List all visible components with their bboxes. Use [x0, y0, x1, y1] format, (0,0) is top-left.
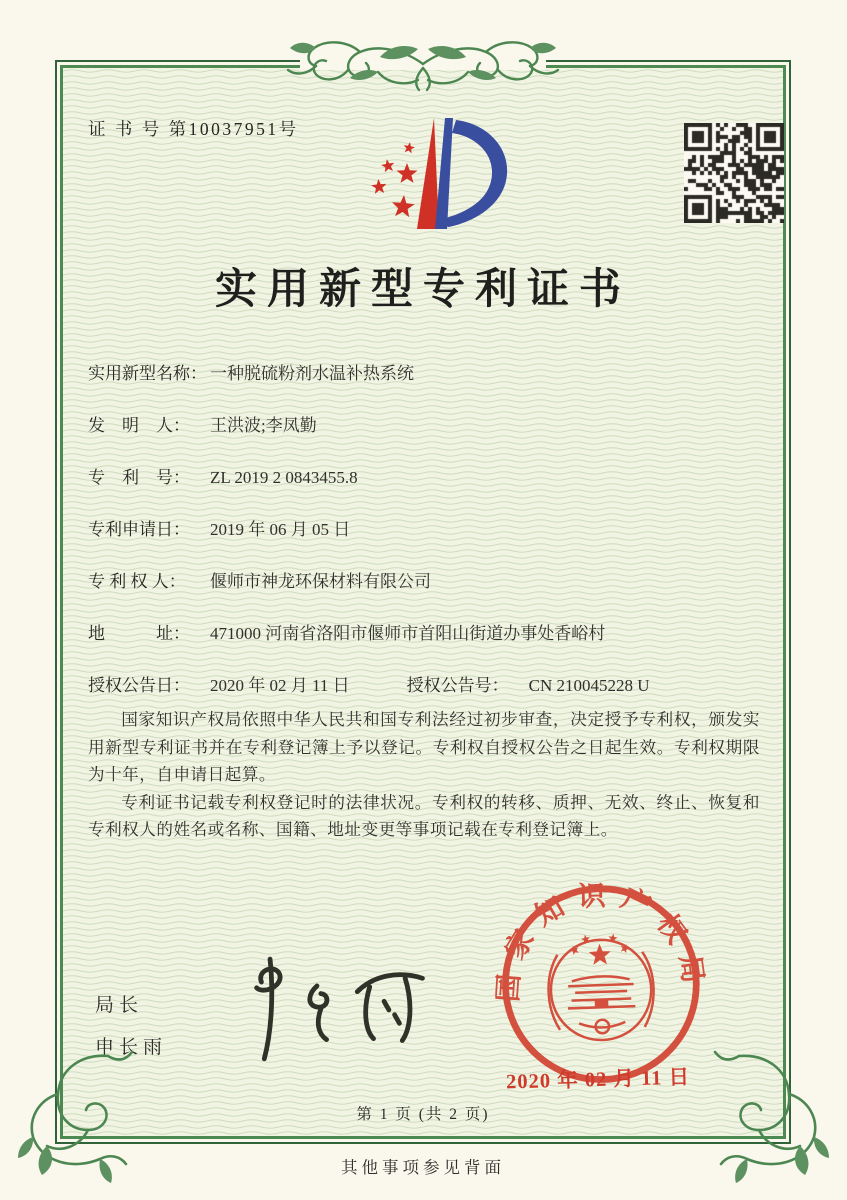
field-name [88, 364, 760, 383]
seal-date: 2020 年 02 月 11 日 [505, 1066, 691, 1094]
field-filing-date [88, 520, 760, 539]
commissioner-name: 申长雨 [95, 1037, 168, 1058]
field-value: 2020 年 02 月 11 日 [210, 676, 350, 695]
field-value: 一种脱硫粉剂水温补热系统 [210, 364, 414, 383]
field-value: 王洪波;李凤勤 [210, 416, 317, 435]
field-label: 专 利 号： [88, 468, 190, 487]
field-label: 授权公告日： [88, 676, 190, 695]
page-number-info: 第 1 页 (共 2 页) [356, 1106, 490, 1123]
field-label: 实用新型名称： [88, 364, 207, 383]
certificate-title: 实用新型专利证书 [214, 267, 631, 313]
field-inventor [88, 416, 760, 435]
paragraph-register-statement: 专利证书记载专利权登记时的法律状况。专利权的转移、质押、无效、终止、恢复和专利权人的姓名或名称、国籍、地址变更等事项记载在专利登记簿上。 [88, 792, 760, 840]
corner-flourish-right [707, 1042, 839, 1184]
field-grant-number [407, 676, 650, 695]
field-value: 2019 年 06 月 05 日 [210, 520, 351, 539]
field-value: ZL 2019 2 0843455.8 [210, 468, 358, 487]
commissioner-title: 局长 [95, 995, 144, 1016]
qr-code [684, 123, 784, 223]
field-value: 471000 河南省洛阳市偃师市首阳山街道办事处香峪村 [210, 624, 606, 643]
handwritten-signature [225, 948, 455, 1066]
field-label: 发 明 人： [88, 416, 190, 435]
certificate-number: 证 书 号 第10037951号 [88, 119, 299, 139]
corner-flourish-left [8, 1042, 140, 1184]
field-address [88, 624, 760, 643]
field-patentee [88, 572, 760, 591]
field-label: 专利申请日： [88, 520, 190, 539]
field-label: 授权公告号： [406, 676, 509, 695]
seal-ring-text: 国家知识产权局 [492, 880, 710, 1003]
legal-paragraphs [88, 706, 760, 844]
top-ornament-flourish [228, 28, 618, 104]
back-side-note: 其他事项参见背面 [341, 1158, 505, 1177]
field-value: CN 210045228 U [528, 676, 650, 695]
national-emblem [547, 932, 656, 1042]
field-label: 地 址： [88, 624, 190, 643]
cnipa-logo-icon [346, 110, 510, 238]
field-label: 专 利 权 人： [88, 572, 186, 591]
paragraph-grant-statement: 国家知识产权局依照中华人民共和国专利法经过初步审查，决定授予专利权，颁发实用新型专利证书并在专利登记簿上予以登记。专利权自授权公告之日起生效。专利权期限为十年，自申请日起算。 [88, 710, 760, 785]
field-grant-row [88, 676, 760, 695]
field-value: 偃师市神龙环保材料有限公司 [210, 572, 431, 591]
certificate-fields [88, 364, 760, 695]
field-patent-number [88, 468, 760, 487]
